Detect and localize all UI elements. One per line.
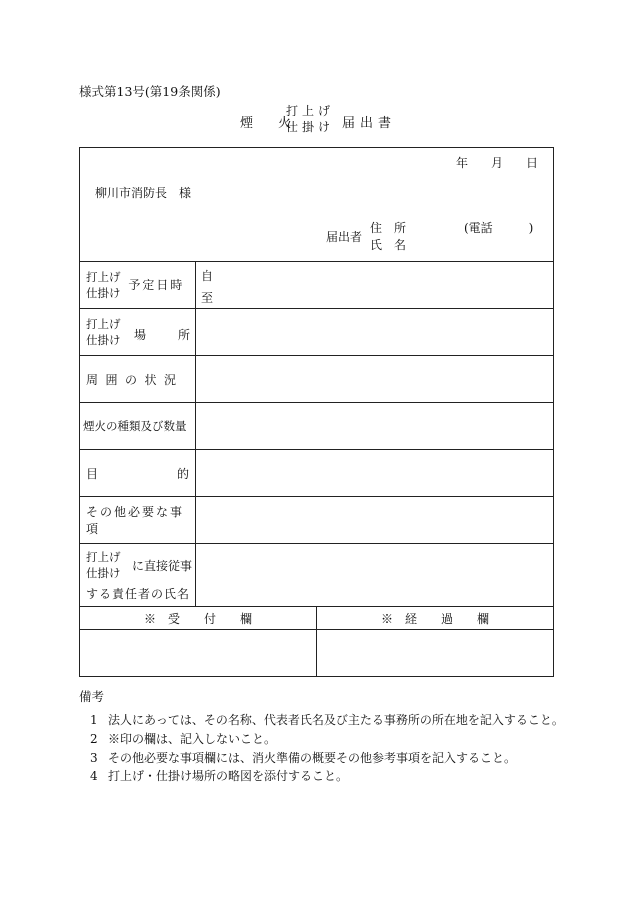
- place-row: [80, 309, 554, 356]
- form-number: 様式第13号(第19条関係): [79, 84, 221, 99]
- progress-box[interactable]: [317, 630, 554, 677]
- purpose-label: [80, 450, 196, 497]
- place-label: [80, 309, 196, 356]
- other-label: [80, 497, 196, 544]
- other-label-text: その他必要な事項: [86, 505, 185, 536]
- purpose-value[interactable]: [196, 450, 554, 497]
- note-item: [90, 749, 516, 766]
- schedule-label-text: 予定日時: [128, 277, 185, 292]
- note-item: [90, 767, 348, 784]
- schedule-to: 至: [201, 291, 214, 305]
- header-cell[interactable]: [80, 148, 554, 262]
- header-row: [80, 148, 554, 262]
- notifier-label: 届出者: [326, 230, 363, 244]
- title-fireworks: 煙 火: [240, 116, 298, 131]
- surroundings-value[interactable]: [196, 356, 554, 403]
- surroundings-row: [80, 356, 554, 403]
- name-label: 氏 名: [370, 238, 407, 252]
- office-use-row: [80, 630, 554, 677]
- responsible-value[interactable]: [196, 544, 554, 607]
- responsible-label: [80, 544, 196, 607]
- reception-header: ※ 受 付 欄: [80, 607, 317, 630]
- note-number: 2: [90, 732, 98, 746]
- place-value[interactable]: [196, 309, 554, 356]
- date-day: 日: [526, 156, 539, 170]
- note-item: [90, 711, 564, 728]
- note-text: 打上げ・仕掛け場所の略図を添付すること。: [108, 769, 349, 783]
- reception-box[interactable]: [80, 630, 317, 677]
- note-number: 4: [90, 769, 98, 783]
- other-value[interactable]: [196, 497, 554, 544]
- other-row: [80, 497, 554, 544]
- note-text: 法人にあっては、その名称、代表者氏名及び主たる事務所の所在地を記入すること。: [108, 713, 564, 727]
- address-label: 住 所: [370, 221, 407, 235]
- note-text: その他必要な事項欄には、消火準備の概要その他参考事項を記入すること。: [108, 751, 517, 765]
- place-stack-bottom: 仕掛け: [86, 333, 121, 347]
- surroundings-label-text: 周囲の状況: [86, 372, 184, 387]
- schedule-row: [80, 262, 554, 309]
- responsible-label-b: する責任者の氏名: [86, 587, 191, 601]
- office-use-header-row: [80, 607, 554, 630]
- place-label-a: 場: [134, 328, 147, 342]
- phone-label: (電話 ): [464, 221, 534, 235]
- responsible-stack-top: 打上げ: [86, 550, 121, 564]
- responsible-label-a: に直接従事: [132, 559, 193, 573]
- date-month: 月: [491, 156, 504, 170]
- schedule-stack-bottom: 仕掛け: [86, 286, 121, 300]
- responsible-stack-bottom: 仕掛け: [86, 566, 121, 580]
- responsible-stack: [86, 549, 121, 581]
- purpose-label-a: 目: [86, 466, 99, 481]
- place-stack-top: 打上げ: [86, 317, 121, 331]
- schedule-stack: [86, 269, 121, 301]
- schedule-from: 自: [201, 269, 214, 283]
- purpose-label-b: 的: [176, 466, 189, 481]
- note-number: 1: [90, 713, 98, 727]
- schedule-label: [80, 262, 196, 309]
- purpose-row: [80, 450, 554, 497]
- title-stack: [286, 103, 334, 135]
- fireworks-type-value[interactable]: [196, 403, 554, 450]
- progress-header: ※ 経 過 欄: [317, 607, 554, 630]
- place-stack: [86, 316, 121, 348]
- schedule-stack-top: 打上げ: [86, 270, 121, 284]
- date-year: 年: [456, 156, 469, 170]
- notification-form: [79, 147, 554, 677]
- fireworks-type-label-text: 煙火の種類及び数量: [83, 419, 187, 433]
- fireworks-type-label: [80, 403, 196, 450]
- surroundings-label: [80, 356, 196, 403]
- fireworks-type-row: [80, 403, 554, 450]
- place-label-b: 所: [178, 328, 191, 342]
- note-number: 3: [90, 751, 98, 765]
- notes-title: 備考: [79, 689, 105, 704]
- note-item: [90, 730, 276, 747]
- addressee: 柳川市消防長 様: [95, 186, 192, 200]
- title-stack-bottom: 仕掛け: [286, 120, 335, 134]
- schedule-value[interactable]: [196, 262, 554, 309]
- title-stack-top: 打上げ: [286, 104, 335, 118]
- responsible-row: [80, 544, 554, 607]
- note-text: ※印の欄は、記入しないこと。: [108, 732, 277, 746]
- title-notification: 届出書: [342, 116, 397, 131]
